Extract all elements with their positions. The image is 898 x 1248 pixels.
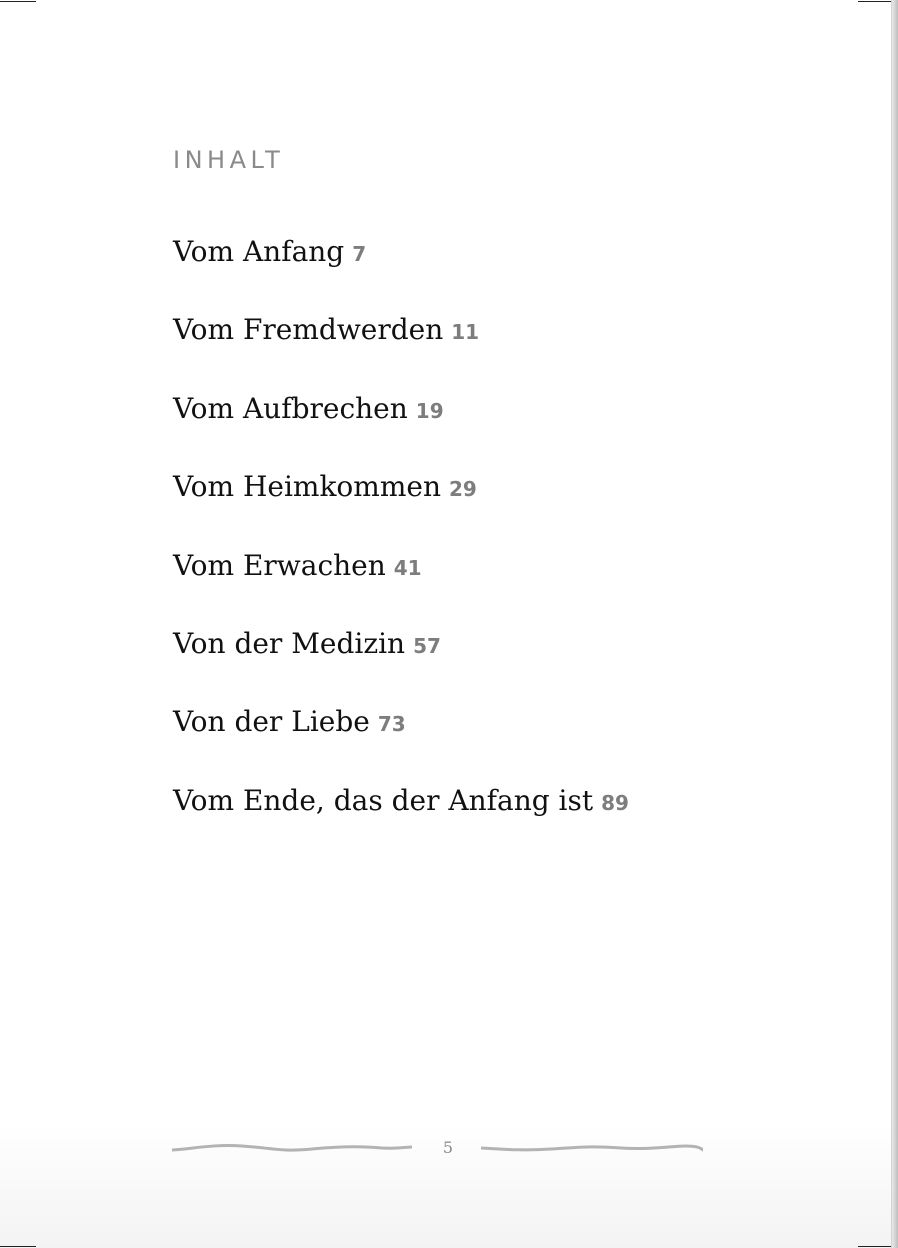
- toc-entry[interactable]: [173, 540, 629, 618]
- crop-mark-top-left: [0, 1, 36, 2]
- toc-entry-page-number: 11: [451, 320, 480, 345]
- toc-entry-title: Vom Erwachen: [173, 548, 386, 582]
- page-number: 5: [442, 1138, 454, 1157]
- footer-wave-right-ornament: [481, 1138, 703, 1160]
- toc-entry-title: Von der Medizin: [173, 626, 406, 660]
- toc-entry[interactable]: [173, 461, 629, 539]
- crop-mark-bottom-left: [0, 1246, 36, 1247]
- toc-entry-title: Vom Heimkommen: [173, 470, 441, 504]
- toc-entry[interactable]: [173, 383, 629, 461]
- toc-entry-page-number: 73: [377, 712, 406, 737]
- toc-entry-title: Von der Liebe: [173, 705, 370, 739]
- toc-entry-title: Vom Ende, das der Anfang ist: [173, 783, 594, 817]
- toc-entry-page-number: 7: [352, 242, 367, 266]
- toc-entry[interactable]: [173, 696, 629, 774]
- toc-entry-title: Vom Anfang: [173, 235, 345, 268]
- page-edge-shadow: [892, 0, 898, 1248]
- toc-entry-page-number: 89: [601, 790, 629, 815]
- toc-entry-page-number: 19: [415, 398, 444, 423]
- toc-entry-page-number: 41: [393, 555, 422, 580]
- toc-list: [173, 226, 629, 853]
- toc-entry-page-number: 57: [413, 633, 441, 658]
- footer-wave-left-ornament: [172, 1138, 412, 1160]
- toc-entry-title: Vom Fremdwerden: [173, 313, 444, 347]
- toc-entry[interactable]: [173, 304, 629, 382]
- toc-entry[interactable]: [173, 226, 629, 304]
- toc-entry-page-number: 29: [448, 477, 477, 502]
- toc-heading: INHALT: [173, 146, 285, 174]
- toc-entry[interactable]: [173, 775, 629, 853]
- toc-entry-title: Vom Aufbrechen: [173, 391, 408, 425]
- toc-entry[interactable]: [173, 618, 629, 696]
